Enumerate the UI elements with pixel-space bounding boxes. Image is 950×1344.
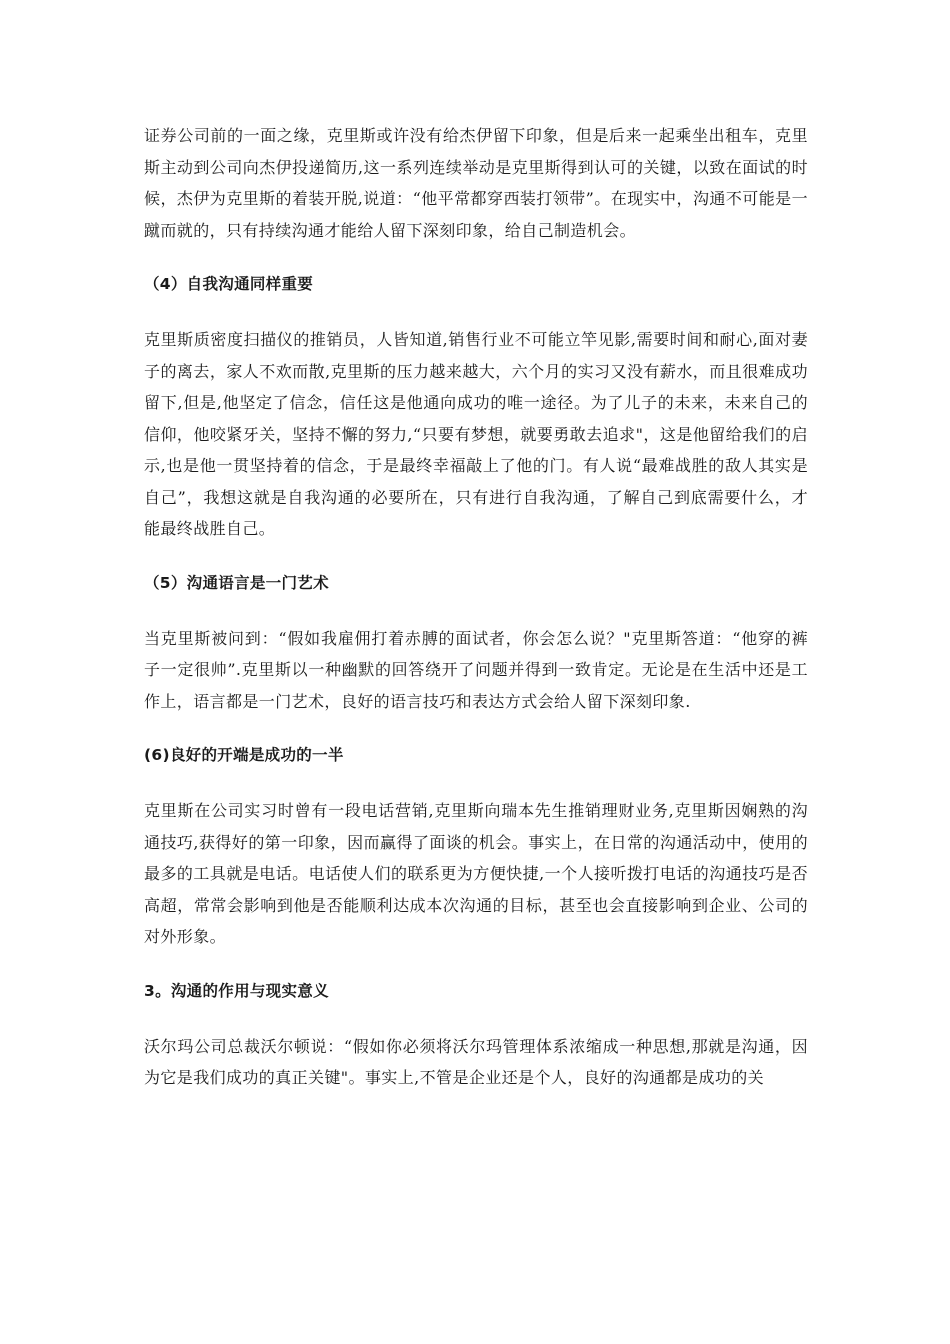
heading-communication-significance: 3。沟通的作用与现实意义 bbox=[144, 981, 329, 1000]
spacer bbox=[144, 1006, 808, 1031]
spacer bbox=[144, 770, 808, 795]
spacer bbox=[144, 717, 808, 740]
document-page bbox=[144, 120, 808, 1094]
paragraph-interview-impression: 证券公司前的一面之缘，克里斯或许没有给杰伊留下印象，但是后来一起乘坐出租车，克里斯主动到公司向杰伊投递简历,这一系列连续举动是克里斯得到认可的关键，以致在面试的时候，杰伊为克里斯的着装开脱,说道：“他平常都穿西装打领带”。在现实中，沟通不可能是一蹴而就的，只有持续沟通才能给人留下深刻印象，给自己制造机会。 bbox=[144, 126, 808, 240]
spacer bbox=[144, 598, 808, 623]
spacer bbox=[144, 953, 808, 976]
spacer bbox=[144, 246, 808, 269]
paragraph-communication-significance: 沃尔玛公司总裁沃尔顿说：“假如你必须将沃尔玛管理体系浓缩成一种思想,那就是沟通，因为它是我们成功的真正关键"。事实上,不管是企业还是个人，良好的沟通都是成功的关 bbox=[144, 1036, 808, 1087]
heading-good-start: (6)良好的开端是成功的一半 bbox=[144, 746, 344, 764]
heading-self-communication: （4）自我沟通同样重要 bbox=[144, 275, 314, 293]
paragraph-language-art: 当克里斯被问到：“假如我雇佣打着赤膊的面试者，你会怎么说？"克里斯答道：“他穿的裤子一定很帅”.克里斯以一种幽默的回答绕开了问题并得到一致肯定。无论是在生活中还是工作上，语言都是一门艺术，良好的语言技巧和表达方式会给人留下深刻印象. bbox=[144, 628, 808, 711]
heading-language-art: （5）沟通语言是一门艺术 bbox=[144, 573, 329, 592]
paragraph-self-communication: 克里斯质密度扫描仪的推销员，人皆知道,销售行业不可能立竿见影,需要时间和耐心,面对妻子的离去，家人不欢而散,克里斯的压力越来越大，六个月的实习又没有薪水，而且很难成功留下,但是,他坚定了信念，信任这是他通向成功的唯一途径。为了儿子的未来，未来自己的信仰，他咬紧牙关，坚持不懈的努力,“只要有梦想，就要勇敢去追求"，这是他留给我们的启示,也是他一贯坚持着的信念，于是最终幸福敲上了他的门。有人说“最难战胜的敌人其实是自己”，我想这就是自我沟通的必要所在，只有进行自我沟通，了解自己到底需要什么，才能最终战胜自己。 bbox=[144, 330, 808, 538]
spacer bbox=[144, 299, 808, 324]
spacer bbox=[144, 545, 808, 568]
paragraph-good-start: 克里斯在公司实习时曾有一段电话营销,克里斯向瑞本先生推销理财业务,克里斯因娴熟的沟通技巧,获得好的第一印象，因而赢得了面谈的机会。事实上，在日常的沟通活动中，使用的最多的工具就是电话。电话使人们的联系更为方便快捷,一个人接听拨打电话的沟通技巧是否高超，常常会影响到他是否能顺利达成本次沟通的目标，甚至也会直接影响到企业、公司的对外形象。 bbox=[144, 801, 808, 946]
